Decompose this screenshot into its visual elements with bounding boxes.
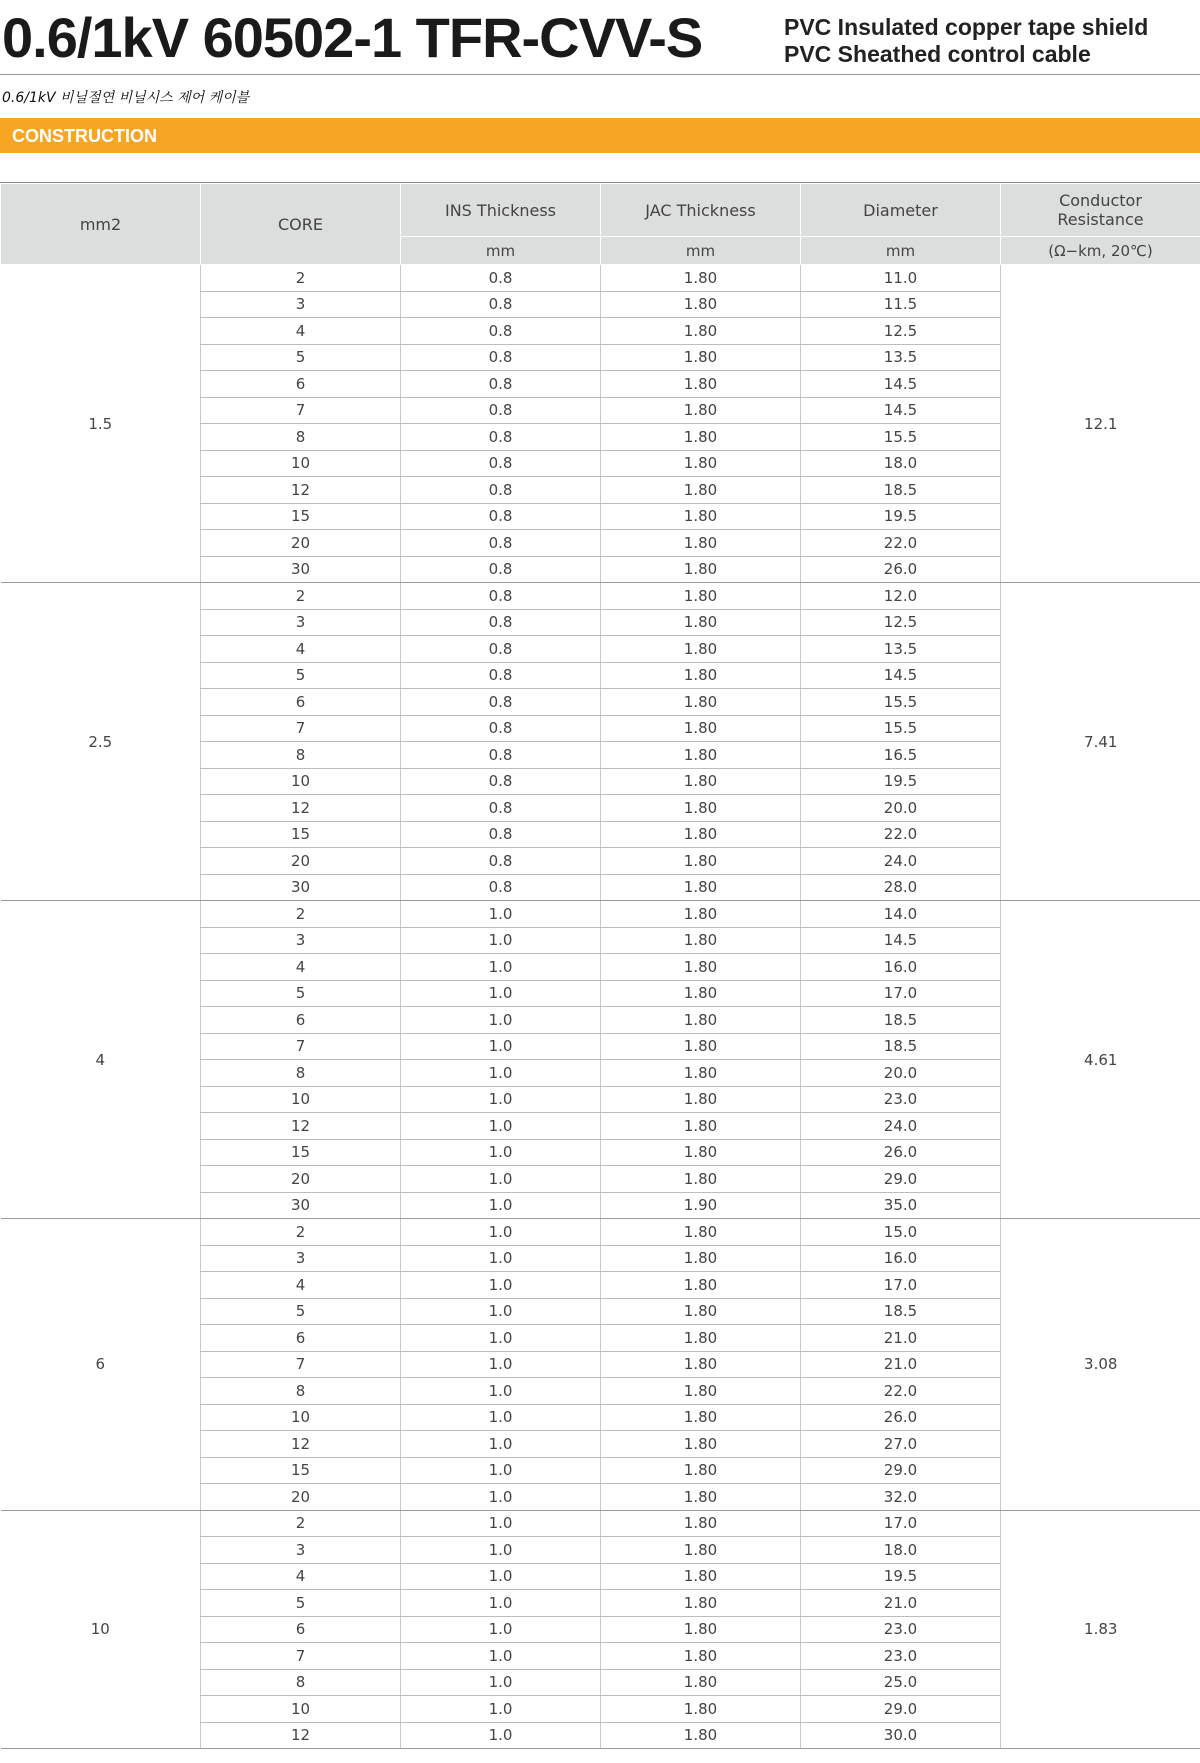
cell-conductor-resistance: 4.61 [1001,901,1200,1219]
cell-diameter: 23.0 [801,1086,1001,1113]
cell-ins-thickness: 1.0 [401,1669,601,1696]
cell-diameter: 28.0 [801,874,1001,901]
header-core: CORE [201,184,401,265]
cell-diameter: 17.0 [801,1510,1001,1537]
cell-jac-thickness: 1.80 [601,291,801,318]
cell-ins-thickness: 0.8 [401,556,601,583]
cell-jac-thickness: 1.80 [601,1431,801,1458]
cell-ins-thickness: 0.8 [401,450,601,477]
table-row [1,1510,1200,1537]
cell-diameter: 12.0 [801,583,1001,610]
cell-diameter: 12.5 [801,318,1001,345]
cell-jac-thickness: 1.80 [601,1510,801,1537]
cell-core: 5 [201,980,401,1007]
cell-size-mm2: 2.5 [1,583,201,901]
cell-diameter: 11.0 [801,265,1001,292]
cell-diameter: 26.0 [801,556,1001,583]
cell-diameter: 14.5 [801,371,1001,398]
cell-ins-thickness: 1.0 [401,954,601,981]
cell-core: 15 [201,503,401,530]
korean-subtitle: 0.6/1kV 비닐절연 비닐시스 제어 케이블 [2,90,250,106]
cell-jac-thickness: 1.90 [601,1192,801,1219]
cell-diameter: 14.0 [801,901,1001,928]
cell-core: 6 [201,1325,401,1352]
cell-core: 3 [201,609,401,636]
section-label: CONSTRUCTION [12,126,157,146]
cell-core: 2 [201,1510,401,1537]
cell-ins-thickness: 0.8 [401,662,601,689]
cell-jac-thickness: 1.80 [601,344,801,371]
cell-ins-thickness: 1.0 [401,1722,601,1749]
cell-ins-thickness: 0.8 [401,344,601,371]
cell-core: 12 [201,1113,401,1140]
cell-core: 2 [201,265,401,292]
cell-ins-thickness: 1.0 [401,1590,601,1617]
cell-core: 7 [201,1643,401,1670]
cell-core: 4 [201,318,401,345]
cell-ins-thickness: 0.8 [401,821,601,848]
cell-ins-thickness: 1.0 [401,1007,601,1034]
header-resistance-line1: Conductor [1059,191,1142,210]
cell-jac-thickness: 1.80 [601,609,801,636]
cell-jac-thickness: 1.80 [601,821,801,848]
cell-ins-thickness: 1.0 [401,1431,601,1458]
cell-ins-thickness: 1.0 [401,1272,601,1299]
cell-ins-thickness: 0.8 [401,874,601,901]
cell-ins-thickness: 0.8 [401,371,601,398]
cell-ins-thickness: 1.0 [401,1510,601,1537]
cell-ins-thickness: 0.8 [401,795,601,822]
cell-core: 4 [201,954,401,981]
cell-diameter: 15.0 [801,1219,1001,1246]
table-header [1,184,1200,265]
cell-diameter: 11.5 [801,291,1001,318]
cell-jac-thickness: 1.80 [601,318,801,345]
cell-jac-thickness: 1.80 [601,1325,801,1352]
cell-diameter: 27.0 [801,1431,1001,1458]
cell-diameter: 24.0 [801,1113,1001,1140]
cell-jac-thickness: 1.80 [601,715,801,742]
cell-ins-thickness: 1.0 [401,1325,601,1352]
cell-ins-thickness: 1.0 [401,1113,601,1140]
cell-ins-thickness: 0.8 [401,583,601,610]
cell-core: 12 [201,795,401,822]
page-header [0,0,1200,75]
cell-core: 8 [201,742,401,769]
cell-jac-thickness: 1.80 [601,450,801,477]
cell-diameter: 26.0 [801,1404,1001,1431]
cell-core: 3 [201,291,401,318]
cell-size-mm2: 4 [1,901,201,1219]
cell-core: 7 [201,397,401,424]
cell-jac-thickness: 1.80 [601,424,801,451]
cell-jac-thickness: 1.80 [601,689,801,716]
cell-diameter: 16.0 [801,954,1001,981]
cell-core: 10 [201,1696,401,1723]
cell-jac-thickness: 1.80 [601,927,801,954]
cell-conductor-resistance: 12.1 [1001,265,1200,583]
cell-diameter: 20.0 [801,1060,1001,1087]
cell-ins-thickness: 1.0 [401,927,601,954]
cell-diameter: 22.0 [801,1378,1001,1405]
cell-jac-thickness: 1.80 [601,530,801,557]
cell-diameter: 25.0 [801,1669,1001,1696]
header-ins-thickness: INS Thickness [401,184,601,237]
cell-diameter: 26.0 [801,1139,1001,1166]
cell-jac-thickness: 1.80 [601,265,801,292]
cell-jac-thickness: 1.80 [601,1298,801,1325]
cell-diameter: 29.0 [801,1696,1001,1723]
cell-ins-thickness: 1.0 [401,1696,601,1723]
cell-ins-thickness: 1.0 [401,1457,601,1484]
cell-core: 3 [201,1245,401,1272]
cell-core: 10 [201,1086,401,1113]
cell-jac-thickness: 1.80 [601,954,801,981]
cell-core: 30 [201,874,401,901]
cell-jac-thickness: 1.80 [601,556,801,583]
cell-ins-thickness: 1.0 [401,1033,601,1060]
cell-diameter: 15.5 [801,424,1001,451]
cell-core: 8 [201,1060,401,1087]
cell-core: 10 [201,1404,401,1431]
cell-diameter: 23.0 [801,1643,1001,1670]
unit-diameter: mm [801,237,1001,265]
cable-description-line1: PVC Insulated copper tape shield [784,14,1149,40]
cell-ins-thickness: 1.0 [401,1537,601,1564]
cell-jac-thickness: 1.80 [601,1378,801,1405]
cell-ins-thickness: 1.0 [401,1484,601,1511]
table-row [1,583,1200,610]
cell-core: 20 [201,848,401,875]
cell-jac-thickness: 1.80 [601,1590,801,1617]
cell-ins-thickness: 1.0 [401,901,601,928]
cell-core: 8 [201,424,401,451]
cell-ins-thickness: 0.8 [401,742,601,769]
cell-core: 20 [201,1484,401,1511]
section-banner [0,118,1200,153]
cell-ins-thickness: 1.0 [401,1139,601,1166]
cell-diameter: 15.5 [801,715,1001,742]
table-row [1,265,1200,292]
cell-core: 30 [201,1192,401,1219]
cable-description [784,14,1148,68]
cell-diameter: 22.0 [801,821,1001,848]
cell-diameter: 19.5 [801,768,1001,795]
cell-diameter: 30.0 [801,1722,1001,1749]
cell-ins-thickness: 0.8 [401,768,601,795]
cell-diameter: 23.0 [801,1616,1001,1643]
unit-jac: mm [601,237,801,265]
cell-jac-thickness: 1.80 [601,1722,801,1749]
cell-jac-thickness: 1.80 [601,503,801,530]
cell-jac-thickness: 1.80 [601,1669,801,1696]
cell-jac-thickness: 1.80 [601,1616,801,1643]
header-diameter: Diameter [801,184,1001,237]
cell-jac-thickness: 1.80 [601,1060,801,1087]
cell-jac-thickness: 1.80 [601,1139,801,1166]
cell-diameter: 22.0 [801,530,1001,557]
cell-diameter: 17.0 [801,980,1001,1007]
cell-core: 2 [201,583,401,610]
cell-core: 20 [201,530,401,557]
cell-ins-thickness: 1.0 [401,980,601,1007]
cell-diameter: 18.5 [801,1033,1001,1060]
cell-size-mm2: 1.5 [1,265,201,583]
cell-diameter: 32.0 [801,1484,1001,1511]
cell-ins-thickness: 0.8 [401,503,601,530]
cell-jac-thickness: 1.80 [601,848,801,875]
cell-core: 30 [201,556,401,583]
cell-jac-thickness: 1.80 [601,1351,801,1378]
cell-diameter: 21.0 [801,1351,1001,1378]
unit-ins: mm [401,237,601,265]
table-row [1,901,1200,928]
cell-core: 20 [201,1166,401,1193]
cell-core: 5 [201,344,401,371]
cell-jac-thickness: 1.80 [601,1219,801,1246]
cell-ins-thickness: 0.8 [401,689,601,716]
cell-core: 3 [201,1537,401,1564]
cell-ins-thickness: 1.0 [401,1616,601,1643]
cell-ins-thickness: 1.0 [401,1219,601,1246]
cell-jac-thickness: 1.80 [601,397,801,424]
cell-core: 7 [201,1351,401,1378]
cell-jac-thickness: 1.80 [601,1484,801,1511]
cell-jac-thickness: 1.80 [601,742,801,769]
cell-core: 6 [201,1007,401,1034]
cell-core: 10 [201,450,401,477]
cell-core: 15 [201,821,401,848]
cell-ins-thickness: 1.0 [401,1086,601,1113]
cell-diameter: 21.0 [801,1590,1001,1617]
cell-ins-thickness: 1.0 [401,1192,601,1219]
header-divider [0,74,1200,75]
page-title: 0.6/1kV 60502-1 TFR-CVV-S [2,6,703,69]
cell-diameter: 13.5 [801,344,1001,371]
cell-jac-thickness: 1.80 [601,1033,801,1060]
cell-core: 6 [201,1616,401,1643]
cell-ins-thickness: 0.8 [401,609,601,636]
cell-ins-thickness: 1.0 [401,1298,601,1325]
cell-ins-thickness: 0.8 [401,265,601,292]
cell-ins-thickness: 0.8 [401,848,601,875]
cell-jac-thickness: 1.80 [601,583,801,610]
cell-core: 5 [201,1590,401,1617]
cell-core: 12 [201,1431,401,1458]
header-resistance-line2: Resistance [1057,210,1144,229]
cell-jac-thickness: 1.80 [601,1245,801,1272]
cell-jac-thickness: 1.80 [601,901,801,928]
cell-core: 8 [201,1669,401,1696]
cell-core: 5 [201,1298,401,1325]
cell-core: 2 [201,901,401,928]
cell-diameter: 12.5 [801,609,1001,636]
cell-diameter: 17.0 [801,1272,1001,1299]
cell-diameter: 15.5 [801,689,1001,716]
cell-diameter: 14.5 [801,927,1001,954]
cell-diameter: 24.0 [801,848,1001,875]
cell-core: 5 [201,662,401,689]
cell-core: 7 [201,715,401,742]
cell-jac-thickness: 1.80 [601,1113,801,1140]
cell-core: 6 [201,689,401,716]
cell-jac-thickness: 1.80 [601,1537,801,1564]
cell-ins-thickness: 1.0 [401,1378,601,1405]
cell-ins-thickness: 1.0 [401,1643,601,1670]
cell-diameter: 16.0 [801,1245,1001,1272]
cell-core: 6 [201,371,401,398]
cell-diameter: 14.5 [801,662,1001,689]
cell-core: 2 [201,1219,401,1246]
cell-jac-thickness: 1.80 [601,874,801,901]
cell-core: 10 [201,768,401,795]
table-row [1,1219,1200,1246]
cell-ins-thickness: 0.8 [401,636,601,663]
cell-jac-thickness: 1.80 [601,1007,801,1034]
table-body [1,265,1200,1749]
cell-jac-thickness: 1.80 [601,662,801,689]
header-conductor-resistance [1001,184,1200,237]
cell-core: 4 [201,1272,401,1299]
construction-table [0,183,1200,1749]
cell-ins-thickness: 0.8 [401,424,601,451]
cable-description-line2: PVC Sheathed control cable [784,41,1091,67]
cell-jac-thickness: 1.80 [601,1457,801,1484]
cell-core: 12 [201,477,401,504]
cell-conductor-resistance: 1.83 [1001,1510,1200,1749]
unit-resistance: (Ω−km, 20℃) [1001,237,1200,265]
cell-core: 7 [201,1033,401,1060]
cell-diameter: 18.5 [801,1298,1001,1325]
cell-diameter: 35.0 [801,1192,1001,1219]
cell-diameter: 18.5 [801,477,1001,504]
cell-jac-thickness: 1.80 [601,1696,801,1723]
cell-core: 8 [201,1378,401,1405]
cell-diameter: 13.5 [801,636,1001,663]
cell-ins-thickness: 1.0 [401,1563,601,1590]
cell-jac-thickness: 1.80 [601,768,801,795]
cell-core: 4 [201,1563,401,1590]
cell-jac-thickness: 1.80 [601,477,801,504]
cell-core: 15 [201,1457,401,1484]
cell-jac-thickness: 1.80 [601,636,801,663]
cell-conductor-resistance: 3.08 [1001,1219,1200,1511]
cell-ins-thickness: 1.0 [401,1166,601,1193]
cell-diameter: 21.0 [801,1325,1001,1352]
cell-jac-thickness: 1.80 [601,1086,801,1113]
cell-ins-thickness: 0.8 [401,318,601,345]
cell-jac-thickness: 1.80 [601,1563,801,1590]
cell-jac-thickness: 1.80 [601,1643,801,1670]
cell-core: 15 [201,1139,401,1166]
cell-diameter: 14.5 [801,397,1001,424]
cell-diameter: 18.0 [801,1537,1001,1564]
cell-diameter: 29.0 [801,1457,1001,1484]
cell-ins-thickness: 0.8 [401,397,601,424]
cell-core: 3 [201,927,401,954]
cell-core: 4 [201,636,401,663]
cell-jac-thickness: 1.80 [601,1404,801,1431]
cell-diameter: 16.5 [801,742,1001,769]
cell-conductor-resistance: 7.41 [1001,583,1200,901]
cell-jac-thickness: 1.80 [601,980,801,1007]
cell-size-mm2: 10 [1,1510,201,1749]
cell-diameter: 18.5 [801,1007,1001,1034]
header-mm2: mm2 [1,184,201,265]
cell-diameter: 19.5 [801,503,1001,530]
cell-ins-thickness: 0.8 [401,530,601,557]
cell-core: 12 [201,1722,401,1749]
cell-ins-thickness: 0.8 [401,477,601,504]
cell-jac-thickness: 1.80 [601,371,801,398]
cell-ins-thickness: 1.0 [401,1060,601,1087]
cell-diameter: 20.0 [801,795,1001,822]
cell-jac-thickness: 1.80 [601,1166,801,1193]
cell-diameter: 29.0 [801,1166,1001,1193]
cell-ins-thickness: 1.0 [401,1351,601,1378]
cell-diameter: 18.0 [801,450,1001,477]
cell-size-mm2: 6 [1,1219,201,1511]
cell-jac-thickness: 1.80 [601,795,801,822]
cell-jac-thickness: 1.80 [601,1272,801,1299]
cell-diameter: 19.5 [801,1563,1001,1590]
cell-ins-thickness: 1.0 [401,1404,601,1431]
cell-ins-thickness: 1.0 [401,1245,601,1272]
header-jac-thickness: JAC Thickness [601,184,801,237]
cell-ins-thickness: 0.8 [401,291,601,318]
cell-ins-thickness: 0.8 [401,715,601,742]
